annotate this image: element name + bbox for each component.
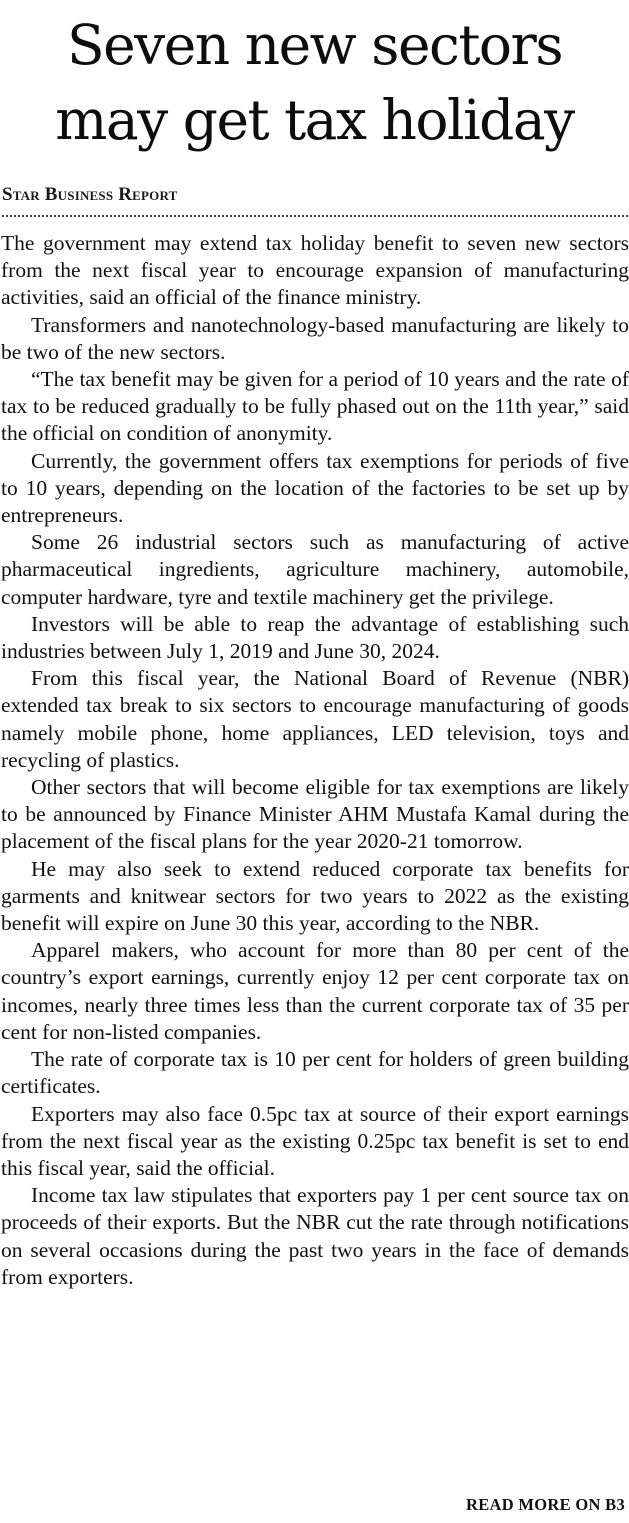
paragraph: Some 26 industrial sectors such as manufacturing of active pharmaceutical ingredients, agriculture machinery, automobile, computer hardware, tyre and textile machinery get the privilege.	[1, 530, 629, 609]
paragraph: Transformers and nanotechnology-based manufacturing are likely to be two of the new sectors.	[1, 312, 629, 364]
paragraph: Currently, the government offers tax exemptions for periods of five to 10 years, depending on the location of the factories to be set up by entrepreneurs.	[1, 448, 629, 528]
paragraph: From this fiscal year, the National Board of Revenue (NBR) extended tax break to six sectors to encourage manufacturing of goods namely mobile phone, home appliances, LED television, toys and recycling of plastics.	[1, 666, 629, 772]
paragraph: Income tax law stipulates that exporters pay 1 per cent source tax on proceeds of their exports. But the NBR cut the rate through notifications on several occasions during the past two years in the face of demands from exporters.	[1, 1183, 629, 1289]
article-body	[1, 230, 629, 1291]
paragraph: Apparel makers, who account for more than 80 per cent of the country’s export earnings, currently enjoy 12 per cent corporate tax on incomes, nearly three times less than the current corporate tax of 35 per cent for non-listed companies.	[1, 938, 629, 1044]
headline	[0, 8, 629, 158]
dotted-divider	[2, 215, 628, 217]
headline-line-1: Seven new sectors	[66, 13, 563, 77]
paragraph: Other sectors that will become eligible for tax exemptions are likely to be announced by Finance Minister AHM Mustafa Kamal during the placement of the fiscal plans for the year 2020-21 tomorrow.	[1, 775, 629, 854]
paragraph: He may also seek to extend reduced corporate tax benefits for garments and knitwear sectors for two years to 2022 as the existing benefit will expire on June 30 this year, according to the NBR.	[1, 856, 629, 936]
paragraph: The government may extend tax holiday benefit to seven new sectors from the next fiscal year to encourage expansion of manufacturing activities, said an official of the finance ministry.	[1, 231, 629, 310]
paragraph: The rate of corporate tax is 10 per cent for holders of green building certificates.	[1, 1047, 629, 1099]
paragraph: Exporters may also face 0.5pc tax at source of their export earnings from the next fiscal year as the existing 0.25pc tax benefit is set to end this fiscal year, said the official.	[1, 1101, 629, 1180]
headline-line-2: may get tax holiday	[55, 88, 574, 152]
paragraph: “The tax benefit may be given for a period of 10 years and the rate of tax to be reduced gradually to be fully phased out on the 11th year,” said the official on condition of anonymity.	[1, 367, 629, 446]
paragraph: Investors will be able to reap the advantage of establishing such industries between July 1, 2019 and June 30, 2024.	[1, 611, 629, 664]
byline: Star Business Report	[2, 184, 178, 205]
read-more-link[interactable]: READ MORE ON B3	[466, 1495, 625, 1514]
